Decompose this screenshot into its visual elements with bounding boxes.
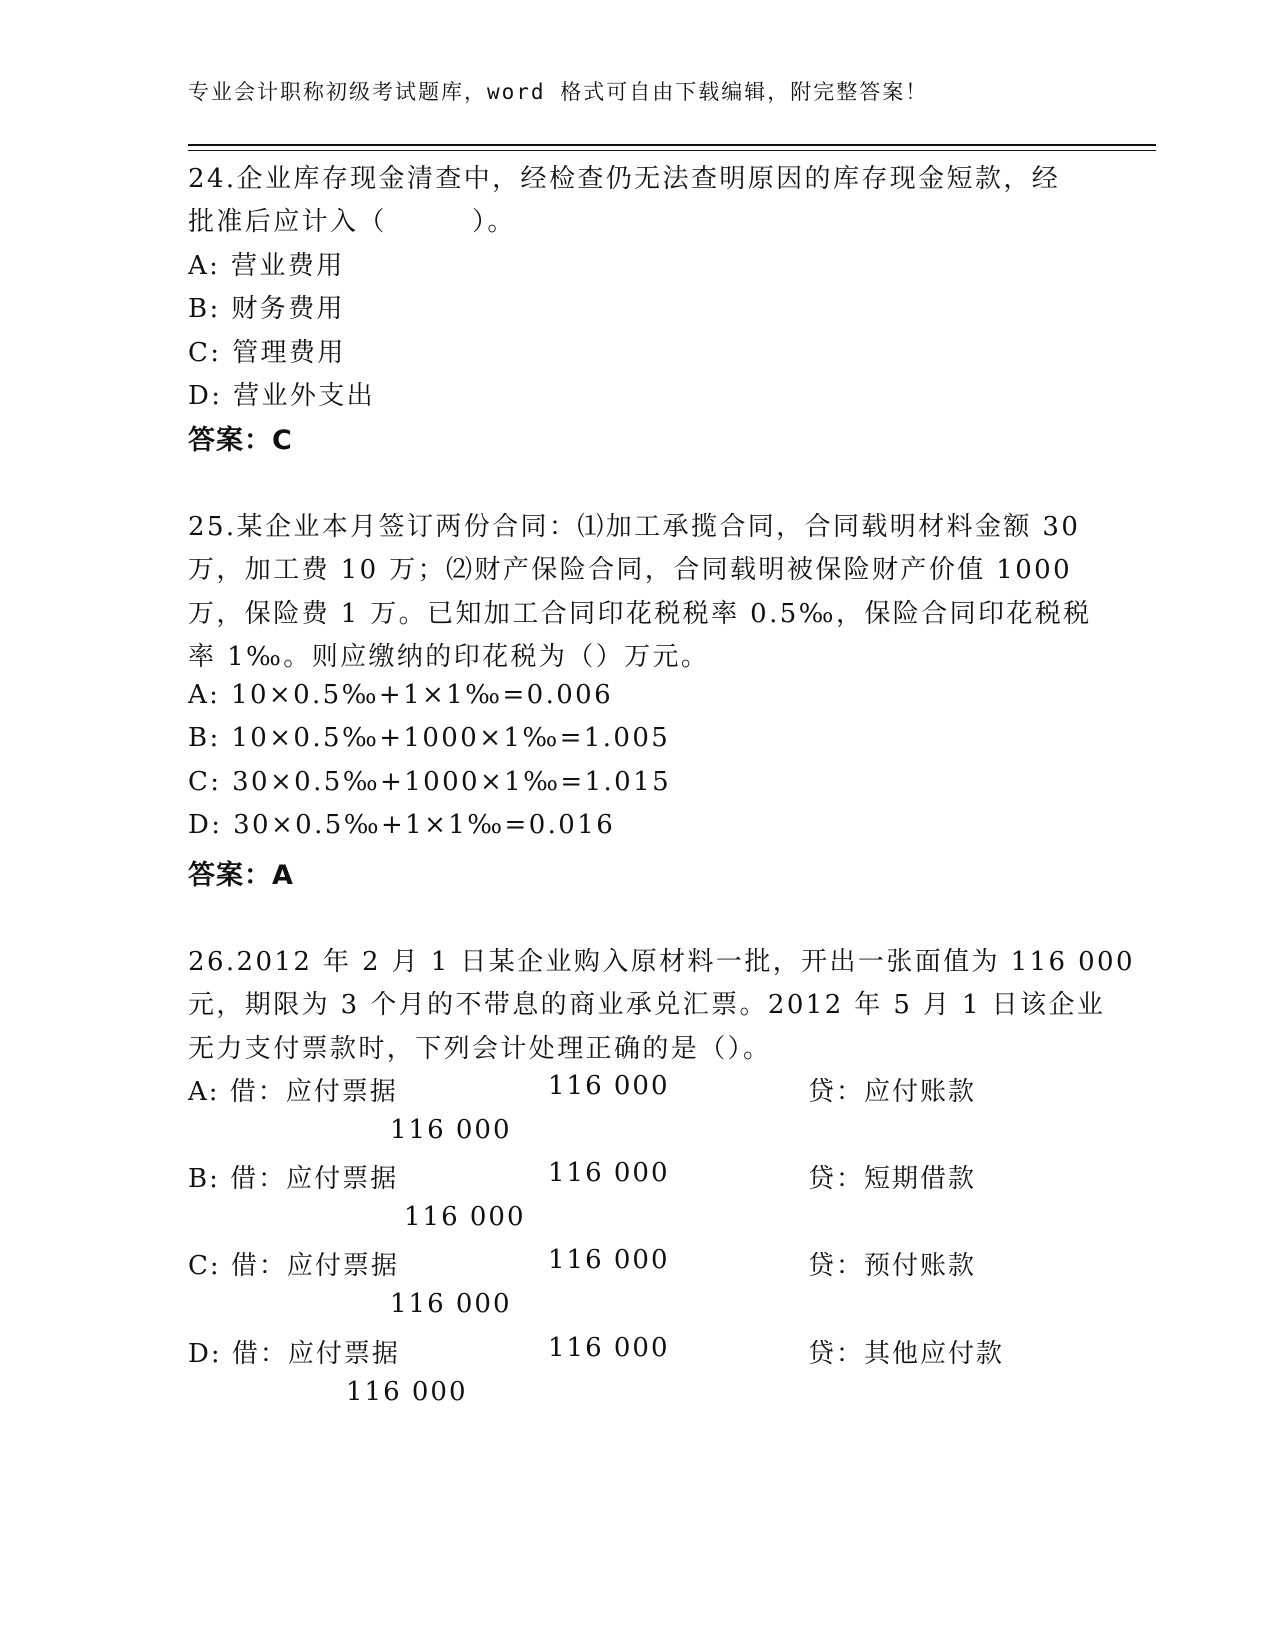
option-c-debit: C: 借：应付票据 xyxy=(188,1251,399,1281)
option-b-amount: 116 000 xyxy=(548,1158,670,1188)
option-d-credit-amount: 116 000 xyxy=(346,1377,468,1407)
answer: 答案：C xyxy=(188,425,293,456)
option-b: B: 10×0.5‰+1000×1‰=1.005 xyxy=(188,723,671,753)
option-d-amount: 116 000 xyxy=(548,1333,670,1363)
question-text-line: 25.某企业本月签订两份合同：⑴加工承揽合同，合同载明材料金额 30 xyxy=(188,512,1081,542)
page-header: 专业会计职称初级考试题库，word 格式可自由下载编辑，附完整答案！ xyxy=(188,80,929,104)
header-rule-thin xyxy=(188,150,1156,151)
question-text-line: 24.企业库存现金清查中，经检查仍无法查明原因的库存现金短款，经 xyxy=(188,164,1061,194)
question-text-line: 无力支付票款时，下列会计处理正确的是（）。 xyxy=(188,1034,772,1064)
option-b-credit: 贷：短期借款 xyxy=(808,1164,977,1194)
header-rule xyxy=(188,144,1156,146)
question-text-line: 万，加工费 10 万；⑵财产保险合同，合同载明被保险财产价值 1000 xyxy=(188,555,1073,585)
option-a: A: 营业费用 xyxy=(188,251,345,281)
option-c-credit-amount: 116 000 xyxy=(390,1289,512,1319)
question-text-line: 率 1‰。则应缴纳的印花税为（）万元。 xyxy=(188,642,710,672)
question-text-line: 万，保险费 1 万。已知加工合同印花税税率 0.5‰，保险合同印花税税 xyxy=(188,599,1092,629)
option-a-amount: 116 000 xyxy=(548,1071,670,1101)
question-text-line: 26.2012 年 2 月 1 日某企业购入原材料一批，开出一张面值为 116 000 xyxy=(188,947,1135,977)
option-b-debit: B: 借：应付票据 xyxy=(188,1164,399,1194)
option-a: A: 10×0.5‰+1×1‰=0.006 xyxy=(188,680,614,710)
option-c: C: 管理费用 xyxy=(188,338,346,368)
option-a-debit: A: 借：应付票据 xyxy=(188,1077,398,1107)
option-d: D: 30×0.5‰+1×1‰=0.016 xyxy=(188,810,616,840)
option-d-credit: 贷：其他应付款 xyxy=(808,1339,1005,1369)
answer: 答案：A xyxy=(188,860,294,891)
question-text-line: 批准后应计入（ ）。 xyxy=(188,207,516,237)
option-a-credit: 贷：应付账款 xyxy=(808,1077,977,1107)
option-d: D: 营业外支出 xyxy=(188,381,376,411)
option-b-credit-amount: 116 000 xyxy=(404,1202,526,1232)
option-c-credit: 贷：预付账款 xyxy=(808,1251,977,1281)
option-b: B: 财务费用 xyxy=(188,294,345,324)
question-text-line: 元，期限为 3 个月的不带息的商业承兑汇票。2012 年 5 月 1 日该企业 xyxy=(188,990,1106,1020)
option-d-debit: D: 借：应付票据 xyxy=(188,1339,400,1369)
option-c: C: 30×0.5‰+1000×1‰=1.015 xyxy=(188,767,672,797)
option-c-amount: 116 000 xyxy=(548,1245,670,1275)
option-a-credit-amount: 116 000 xyxy=(390,1115,512,1145)
